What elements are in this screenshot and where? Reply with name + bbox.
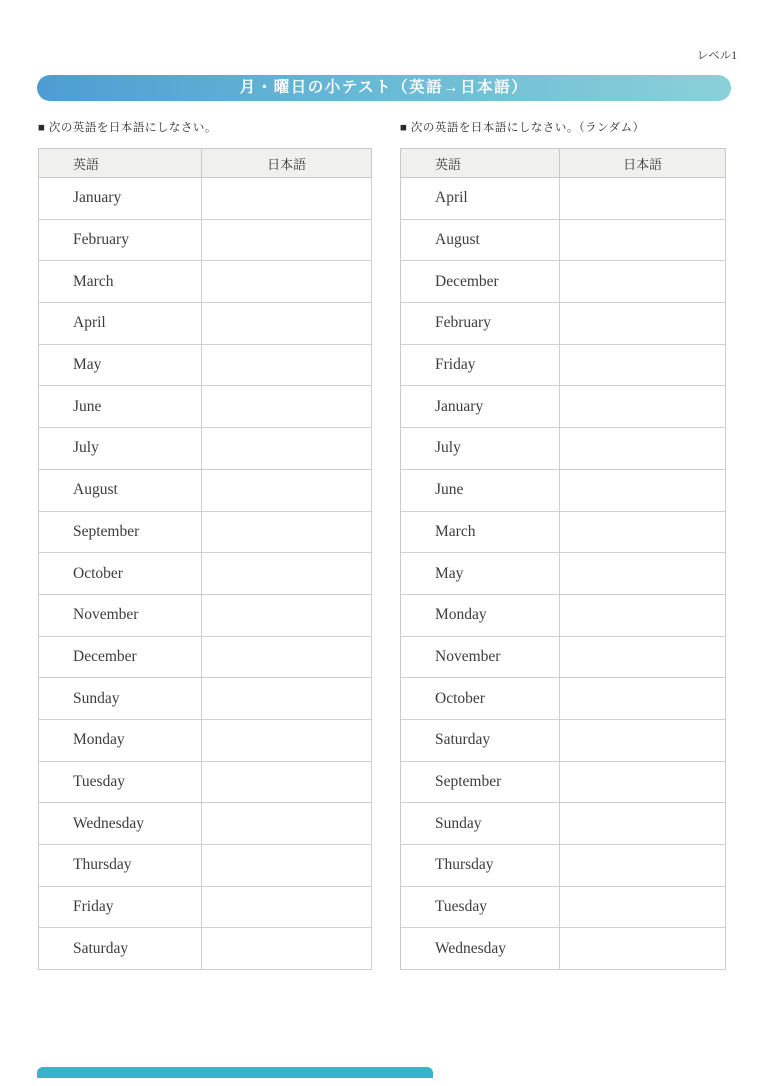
japanese-answer-cell [202, 928, 372, 970]
japanese-answer-cell [560, 761, 726, 803]
english-word-cell: Thursday [39, 845, 202, 887]
japanese-answer-cell [560, 261, 726, 303]
japanese-answer-cell [560, 469, 726, 511]
table-row [401, 386, 726, 428]
table-row [401, 594, 726, 636]
english-word-cell: November [39, 594, 202, 636]
table-header-row [401, 149, 726, 178]
instruction-text: ■ 次の英語を日本語にしなさい。 [38, 122, 217, 134]
table-row [401, 928, 726, 970]
table-row [39, 928, 372, 970]
instruction-text-random: ■ 次の英語を日本語にしなさい。（ランダム） [400, 122, 645, 134]
table-row [39, 261, 372, 303]
table-row [401, 803, 726, 845]
english-word-cell: January [401, 386, 560, 428]
english-word-cell: April [401, 178, 560, 220]
japanese-answer-cell [560, 303, 726, 345]
table-row [39, 678, 372, 720]
english-word-cell: Sunday [39, 678, 202, 720]
english-word-cell: October [39, 553, 202, 595]
table-row [39, 178, 372, 220]
english-word-cell: Tuesday [401, 886, 560, 928]
japanese-answer-cell [202, 386, 372, 428]
japanese-answer-cell [202, 469, 372, 511]
english-word-cell: April [39, 303, 202, 345]
table-row [39, 803, 372, 845]
english-word-cell: June [39, 386, 202, 428]
table-row [39, 344, 372, 386]
english-word-cell: August [401, 219, 560, 261]
table-row [401, 511, 726, 553]
japanese-answer-cell [202, 761, 372, 803]
japanese-answer-cell [560, 178, 726, 220]
table-row [401, 469, 726, 511]
english-word-cell: November [401, 636, 560, 678]
english-word-cell: February [39, 219, 202, 261]
japanese-answer-cell [560, 386, 726, 428]
table-row [401, 261, 726, 303]
japanese-answer-cell [202, 511, 372, 553]
table-row [39, 469, 372, 511]
english-word-cell: Wednesday [401, 928, 560, 970]
next-page-banner-peek [37, 1067, 433, 1078]
page-title: 月・曜日の小テスト（英語→日本語） [37, 75, 731, 101]
table-row [39, 761, 372, 803]
table-row [401, 303, 726, 345]
table-row [39, 386, 372, 428]
column-header-japanese: 日本語 [560, 149, 726, 178]
japanese-answer-cell [202, 678, 372, 720]
japanese-answer-cell [560, 636, 726, 678]
english-word-cell: September [401, 761, 560, 803]
table-row [401, 636, 726, 678]
table-row [39, 594, 372, 636]
english-word-cell: May [401, 553, 560, 595]
english-word-cell: Friday [39, 886, 202, 928]
column-header-english: 英語 [401, 149, 560, 178]
table-row [39, 428, 372, 470]
quiz-table-ordered [38, 148, 372, 970]
english-word-cell: Thursday [401, 845, 560, 887]
japanese-answer-cell [202, 261, 372, 303]
japanese-answer-cell [560, 886, 726, 928]
table-row [39, 636, 372, 678]
column-header-english: 英語 [39, 149, 202, 178]
english-word-cell: July [39, 428, 202, 470]
japanese-answer-cell [560, 803, 726, 845]
level-label: レベル1 [696, 50, 737, 62]
japanese-answer-cell [560, 594, 726, 636]
table-row [401, 553, 726, 595]
english-word-cell: Wednesday [39, 803, 202, 845]
english-word-cell: December [401, 261, 560, 303]
japanese-answer-cell [202, 845, 372, 887]
japanese-answer-cell [202, 219, 372, 261]
table-row [39, 511, 372, 553]
japanese-answer-cell [560, 678, 726, 720]
japanese-answer-cell [560, 719, 726, 761]
english-word-cell: June [401, 469, 560, 511]
quiz-section-ordered [38, 121, 372, 970]
table-row [401, 719, 726, 761]
japanese-answer-cell [560, 845, 726, 887]
english-word-cell: July [401, 428, 560, 470]
english-word-cell: August [39, 469, 202, 511]
japanese-answer-cell [560, 428, 726, 470]
english-word-cell: December [39, 636, 202, 678]
japanese-answer-cell [560, 511, 726, 553]
japanese-answer-cell [560, 553, 726, 595]
japanese-answer-cell [560, 344, 726, 386]
english-word-cell: Monday [39, 719, 202, 761]
japanese-answer-cell [202, 886, 372, 928]
japanese-answer-cell [202, 803, 372, 845]
quiz-table-random [400, 148, 726, 970]
table-row [401, 428, 726, 470]
english-word-cell: January [39, 178, 202, 220]
japanese-answer-cell [202, 553, 372, 595]
japanese-answer-cell [202, 344, 372, 386]
table-row [39, 219, 372, 261]
japanese-answer-cell [202, 303, 372, 345]
table-row [401, 678, 726, 720]
english-word-cell: February [401, 303, 560, 345]
japanese-answer-cell [202, 636, 372, 678]
english-word-cell: March [401, 511, 560, 553]
english-word-cell: Tuesday [39, 761, 202, 803]
japanese-answer-cell [560, 928, 726, 970]
japanese-answer-cell [202, 428, 372, 470]
english-word-cell: Sunday [401, 803, 560, 845]
quiz-section-random [400, 121, 726, 970]
table-row [401, 219, 726, 261]
table-row [401, 845, 726, 887]
english-word-cell: Saturday [39, 928, 202, 970]
english-word-cell: October [401, 678, 560, 720]
english-word-cell: Friday [401, 344, 560, 386]
english-word-cell: Saturday [401, 719, 560, 761]
japanese-answer-cell [560, 219, 726, 261]
table-row [401, 761, 726, 803]
table-row [39, 303, 372, 345]
japanese-answer-cell [202, 178, 372, 220]
english-word-cell: March [39, 261, 202, 303]
table-row [39, 845, 372, 887]
table-header-row [39, 149, 372, 178]
japanese-answer-cell [202, 719, 372, 761]
english-word-cell: Monday [401, 594, 560, 636]
english-word-cell: September [39, 511, 202, 553]
table-row [39, 719, 372, 761]
english-word-cell: May [39, 344, 202, 386]
table-row [39, 553, 372, 595]
table-row [401, 178, 726, 220]
column-header-japanese: 日本語 [202, 149, 372, 178]
table-row [401, 886, 726, 928]
table-row [39, 886, 372, 928]
japanese-answer-cell [202, 594, 372, 636]
table-row [401, 344, 726, 386]
